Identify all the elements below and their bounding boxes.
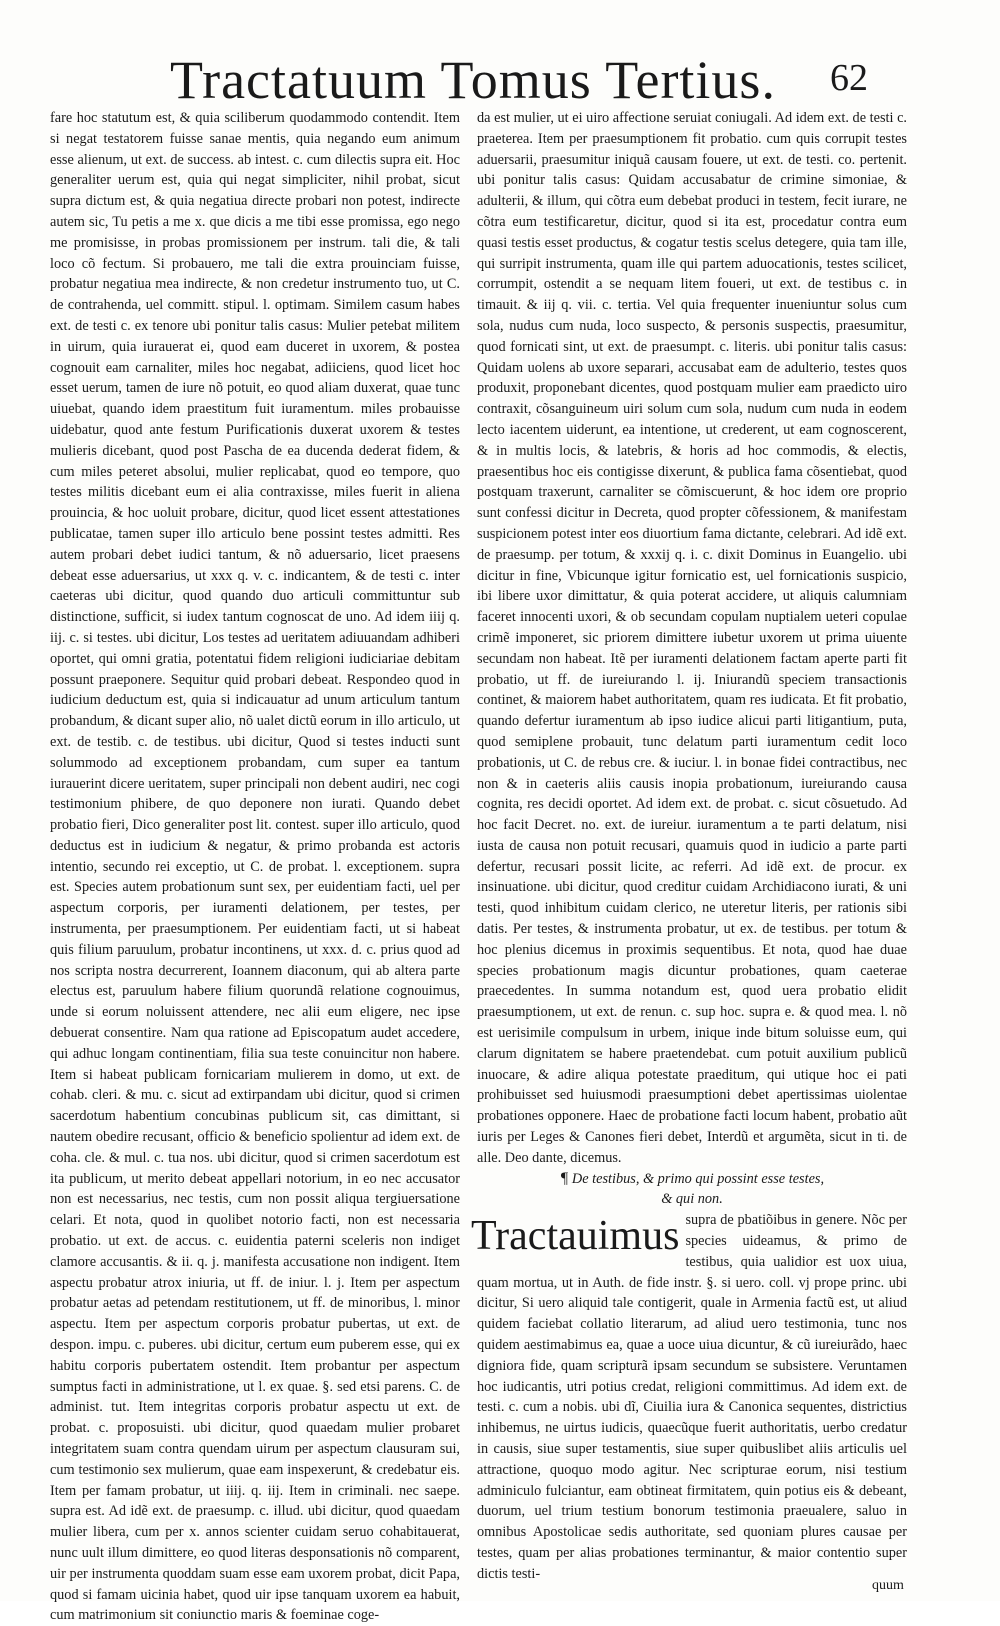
catchword: quum <box>872 1578 904 1593</box>
page-number: 62 <box>830 57 868 99</box>
section-heading-line1: De testibus, & primo qui possint esse testes, <box>571 1170 825 1187</box>
right-text-column <box>471 108 907 1582</box>
right-column-text-part2: supra de pbatiõibus in genere. Nõc per species uideamus, & primo de testibus, quia ualidior est uox uiua, quam mortua, ut in Auth. de fide instr. §. si uero. coll. vj prope princ. ubi dicitur, Si uero aliquid tale contigerit, quale in Armenia factũ est, ut aliud quidem faciebat collatio literarum, ad aliud uero testimonia, tunc nos quidem aestimabimus ea, quae a uoce uiua dicuntur, & cũ iureiurãdo, haec digniora fide, quam scripturã ipsam secundum se subsistere. Veruntamen hoc iudicantis, utri potius credat, religioni committimus. Ad idem ext. de testi. c. cum a nobis. ubi dĩ, Ciuilia iura & Canonica sequentes, districtius inhibemus, ne uirtus iudicis, quaecũque fuerit authoritatis, uerbo credatur in causis, siue super testamentis, siue super quibuslibet aliis articulis uel attractione, quoquo modo agitur. Nec scripturae eorum, nisi testium adminiculo fulciantur, eam obtineat firmitatem, quin potius eis & debeant, duorum, uel trium testium bonorum testimonia praeualere, saluo in omnibus Apostolicae sedis authoritate, sed quoniam plures causae per testes, quam per alias probationes terminantur, & maior contentio super dictis testi- <box>477 1212 907 1582</box>
left-text-column <box>50 108 460 1624</box>
section-body <box>471 1210 907 1584</box>
section-heading <box>477 1169 907 1211</box>
right-column-text-part1: da est mulier, ut ei uiro affectione seruiat coniugali. Ad idem ext. de testi c. praeterea. Item per praesumptionem fit probatio. cum quis corrupit testes aduersarii, praesumitur iniquã causam fouere, ut ext. de testi. co. pertenit. ubi ponitur talis casus: Quidam accusabatur de crimine simoniae, & adulterii, & illum, qui cõtra eum debebat produci in testem, fecit iurare, ne cõtra eum testificaretur, dicitur, quod si ita est, procedatur contra eum quasi testis esset productus, & cogatur testis scelus detegere, quia tam ille, qui surripit instrumenta, quam ille qui partem aduocationis, testes scilicet, corrumpit, ostendit a se nequam litem foueri, ut ext. de testibus c. in timauit. & iij q. vii. c. tertia. Vel quia frequenter inueniuntur solus cum sola, nudus cum nuda, loco suspecto, & personis suspectis, praesumitur, quod fornicati sint, ut ext. de praesumpt. c. literis. ubi ponitur talis casus: Quidam uolens ab uxore separari, accusabat eam de adulterio, testes quos produxit, proponebant dicentes, quod postquam mulier eam praedicto uiro contraxit, cõsanguineum uiri solum cum sola, nudum cum nuda in eodem lecto iacentem uiderunt, ea intentione, ut crederent, ut eam cognoscerent, & in multis locis, & latebris, & horis ad hoc commodis, & electis, praesentibus hoc eis contigisse dixerunt, & publica fama cõsentiebat, quod postquam traxerunt, carnaliter se cõmiscuerunt, & hoc idem ore proprio sunt confessi dicitur in Decreta, quod propter cõfessionem, & manifestam suspicionem potest inter eos diuortium fama dictante, celebrari. Ad idẽ ext. de praesump. per totum, & xxxij q. i. c. dixit Dominus in Euangelio. ubi dicitur in fine, Vbicunque igitur fornicatio est, uel fornicationis suspicio, ibi libere uxor dimittatur, & quia poterat accidere, ut aliquis calumniam faceret innocenti uxori, & ob secundam copulam nuptialem ueteri copulae crimẽ imponeret, sic priorem dimittere iubetur uxorem ut prima uiuente secundam non habeat. Itẽ per iuramenti delationem factam aperte parti fit probatio, ut ff. de iureiurando l. ij. Iniurandũ speciem transactionis continet, & maiorem habet authoritatem, quam res iudicata. Et fit probatio, quando defertur iuramentum ab ipso iudice alicui parti litigantium, puta, quod semiplene probauit, tunc delatum parti iuramentum cedit loco probationis, ut C. de rebus cre. & iuciur. l. in bonae fidei contractibus, nec non & in caeteris aliis causis inopia probationum, iureiurando causa cognita, res decidi oportet. Ad idem ext. de probat. c. sicut cõsuetudo. Ad hoc facit Decret. no. ext. de iureiur. iuramentum a te parti delatum, nisi iusta de causa non potuit recusari, quamuis quod in iudicio a parte parti defertur, recusari possit licite, ac referri. Ad idẽ ext. de procur. ex insinuatione. ubi dicitur, quod creditur cuidam Archidiacono iurati, & uni testi, quod inhibitum cuidam clerico, ne uteretur literis, per rationis sibi datis. Per testes, & instrumenta probatur, ut ex. de testibus. per totum & hoc plenius dicemus in proximis sequentibus. Et nota, quod hae duae species probationum magis dicuntur probationes, quam caeterae praecedentes. In summa notandum est, quod uera probatio elidit praesumptionem, ut ext. de renun. c. sup hoc. supra e. & quod mea. l. nõ est uerisimile compulsum in urbem, inique inde bitum soluisse eum, qui clarum dignitatem se habere praetendebat. cum potuit auxilium publicũ inuocare, & adire aliqua potestate praeditum, qui utique hoc ei pati prohibuisset sed huiusmodi praesumptioni debet apertissimas uiolentae probationes opponere. Haec de probatione facti locum habent, probatio aũt iuris per Leges & Canones fieri debet, Interdũ et argumẽta, sicut in ti. de alle. Deo dante, dicemus. <box>477 110 907 1166</box>
section-heading-line2: & qui non. <box>661 1191 723 1208</box>
pilcrow-mark: ¶ <box>559 1169 569 1187</box>
large-initial-word: Tractauimus <box>471 1213 680 1260</box>
running-title: Tractatuum Tomus Tertius. <box>170 50 776 110</box>
left-column-text: fare hoc statutum est, & quia sciliberum quodammodo contendit. Item si negat testatorem fuisse sanae mentis, quia negando eum animum esse alienum, ut ext. de success. ab intest. c. cum dilectis supra eit. Hoc generaliter uerum est, quia qui negat simpliciter, nihil probat, sicut supra dictum est, & quia negatiua directe probari non potest, indirecte autem sic, Tu petis a me x. que dicis a me tibi esse promissa, ego nego me promisisse, in probas promissionem per instrum. tali die, & tali loco cõ fectum. Si probauero, me tali die extra prouinciam fuisse, probatur negatiua mea indirecte, & non credetur instrumento tuo, ut C. de contrahenda, uel committ. stipul. l. optimam. Similem casum habes ext. de testi c. ex tenore ubi ponitur talis casus: Mulier petebat militem in uirum, quia iurauerat ei, quod eam duceret in uxorem, & postea cognouit eam carnaliter, miles hoc negabat, adiiciens, quod licet hoc esset uerum, tamen de iure nõ potuit, eo quod aliam duxerat, quae tunc uiuebat, quando idem praestitum fuit iuramentum. miles probauisse uidebatur, quod ante festum Purificationis duxerat uxorem & testes mulieris dicebant, quod post Pascha de ea ducenda dederat fidem, & cum miles peteret absolui, mulier replicabat, quod eo tempore, quo testes militis dicebant eum ei alia contraxisse, miles fuerit in aliena prouincia, & hoc uoluit probare, dicitur, quod licet essent attestationes publicatae, tamen super illo articulo bene possint testes admitti. Res autem probari debet iudici tantum, & nõ aduersario, licet praesens debeat esse aduersarius, ut xxx q. v. c. indicantem, & de testi c. inter caeteras ubi dicitur, quod quando duo articuli committuntur sub distinctione, sufficit, si iudex tantum cognoscat de uno. Ad idem iiij q. iij. c. si testes. ubi dicitur, Los testes ad ueritatem adiuuandam adhiberi oportet, qui omni gratia, potentatui fidem religioni iudiciariae debitam possunt praeponere. Sequitur quid probari debeat. Respondeo quod in iudicium deductum est, quia si indicauatur ad unum articulum tantum probandum, & dicant super alio, nõ ualet dictũ eorum in illo articulo, ut ext. de testib. c. de testibus. ubi dicitur, Quod si testes inducti sunt solummodo ad exceptionem probandam, cum super ea tantum iurauerint dicere ueritatem, super principali non debent audiri, nec cogi testimonium phibere, de quo deponere non iurati. Quando debet probatio fieri, Dico generaliter post lit. contest. super illo articulo, quod deductus est in iudicium & negatur, & primo probanda est actoris intentio, secundo rei exceptio, ut C. de probat. l. exceptionem. supra est. Species autem probationum sunt sex, per euidentiam facti, uel per aspectum corporis, per iuramenti delationem, per testes, per instrumenta, per praesumptionem. Per euidentiam facti, ut si habeat quis filium paruulum, probatur incontinens, ut xxx. d. c. prius quod ad nos scripta nostra decurrerent, Ioannem diaconum, qui ab altera parte electus est, paruulum habere filium quorundã relatione cognouimus, unde si eorum noluissent attendere, nec alii eum eligere, nec ipse debuerat consentire. Nam qua ratione ad Episcopatum audet accedere, qui adhuc longam continentiam, filia sua teste conuincitur non habere. Item si habeat publicam fornicariam mulierem in domo, ut ext. de cohab. cleri. & mu. c. sicut ad extirpandam ubi dicitur, quod si crimen sacerdotum habentium concubinas publicum sit, cas dimittant, si nautem obedire recusant, officio & beneficio spolientur ad idem ext. de coha. cle. & mul. c. tua nos. ubi dicitur, quod si crimen sacerdotum est ita publicum, ut merito debeat appellari notorium, in eo nec accusator non est necessarius, nec testis, cum non possit aliqua tergiuersatione celari. Et nota, quod in quolibet notorio facti, non est necessaria probatio. ut ext. de accus. c. euidentia paterni sceleris non indiget clamore accusantis. & ii. q. j. manifesta accusatione non indigent. Item aspectu probatur atrox iniuria, ut ff. de iniur. l. j. Item per aspectum probatur aetas ad petendam restitutionem, ut ff. de minoribus, l. minor aspectu. Item per aspectum corporis probatur pubertas, ut ext. de despon. impu. c. puberes. ubi dicitur, certum eum puberem esse, qui ex habitu corporis pubertatem ostendit. Item probantur per aspectum sumptus facti in administratione, ut l. ex quae. §. sed etsi parens. C. de administ. tut. Item integritas corporis probatur aspectu ut ext. de probat. c. proposuisti. ubi dicitur, quod quaedam mulier probaret integritatem suam contra quendam uirum per aspectum clausuram sui, cum testimonio sex mulierum, quae eam inspexerunt, & credebatur eis. Item per famam probatur, ut iiij. q. iij. Item in criminali. nec saepe. supra est. Ad idẽ ext. de praesump. c. illud. ubi dicitur, quod quaedam mulier libera, cum per x. annos scienter cuidam seruo cohabitauerat, nunc uult illum dimittere, eo quod literas desponsationis nõ comparent, uir per instrumenta quoddam suam esse eam uxorem probat, dicit Papa, quod si famam uicinia habet, quod uir ipse tanquam uxorem ea habuit, cum matrimonium sit coniunctio maris & foeminae coge- <box>50 110 460 1624</box>
